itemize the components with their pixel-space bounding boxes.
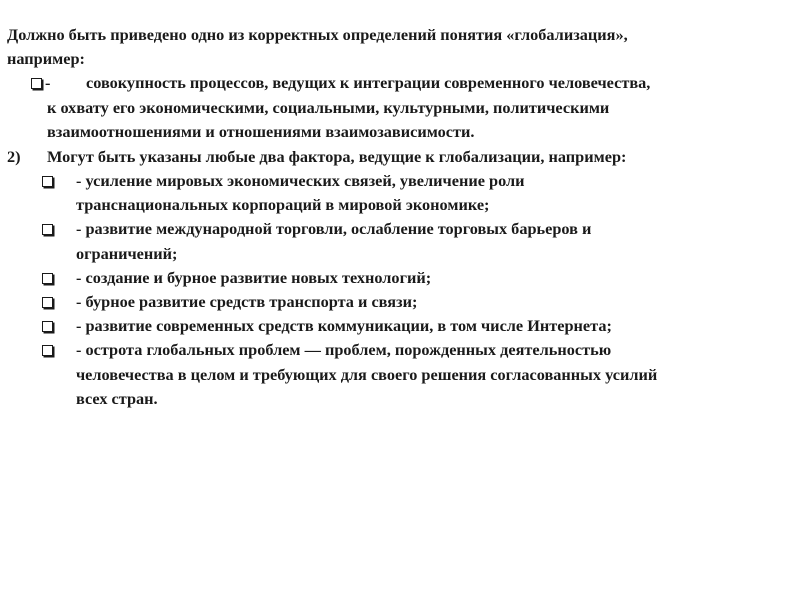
point-2-text: Могут быть указаны любые два фактора, ведущие к глобализации, например:: [47, 147, 627, 166]
factor-2-line-1: - развитие международной торговли, ослабление торговых барьеров и: [76, 219, 592, 238]
definition-line-3: взаимоотношениями и отношениями взаимозависимости.: [47, 122, 475, 141]
factor-1-line-2: транснациональных корпораций в мировой экономике;: [76, 195, 490, 214]
factor-3-line-1: - создание и бурное развитие новых технологий;: [76, 268, 432, 287]
factor-6-line-1: - острота глобальных проблем — проблем, порожденных деятельностью: [76, 340, 612, 359]
checkbox-bullet-icon: [31, 78, 42, 89]
checkbox-bullet-icon: [42, 273, 53, 284]
checkbox-bullet-icon: [42, 224, 53, 235]
factor-6-line-2: человечества в целом и требующих для своего решения согласованных усилий: [76, 365, 658, 384]
definition-line-2: к охвату его экономическими, социальными, культурными, политическими: [47, 98, 610, 117]
intro-line-1: Должно быть приведено одно из корректных определений понятия «глобализация»,: [7, 25, 628, 44]
checkbox-bullet-icon: [42, 297, 53, 308]
definition-line-1: совокупность процессов, ведущих к интеграции современного человечества,: [86, 73, 651, 92]
definition-dash: -: [45, 73, 51, 92]
intro-line-2: например:: [7, 49, 85, 68]
factor-4-line-1: - бурное развитие средств транспорта и связи;: [76, 292, 418, 311]
factor-2-line-2: ограничений;: [76, 244, 178, 263]
point-2-number: 2): [7, 147, 21, 166]
checkbox-bullet-icon: [42, 345, 53, 356]
factor-5-line-1: - развитие современных средств коммуникации, в том числе Интернета;: [76, 316, 612, 335]
factor-1-line-1: - усиление мировых экономических связей, увеличение роли: [76, 171, 525, 190]
checkbox-bullet-icon: [42, 321, 53, 332]
checkbox-bullet-icon: [42, 176, 53, 187]
factor-6-line-3: всех стран.: [76, 389, 158, 408]
